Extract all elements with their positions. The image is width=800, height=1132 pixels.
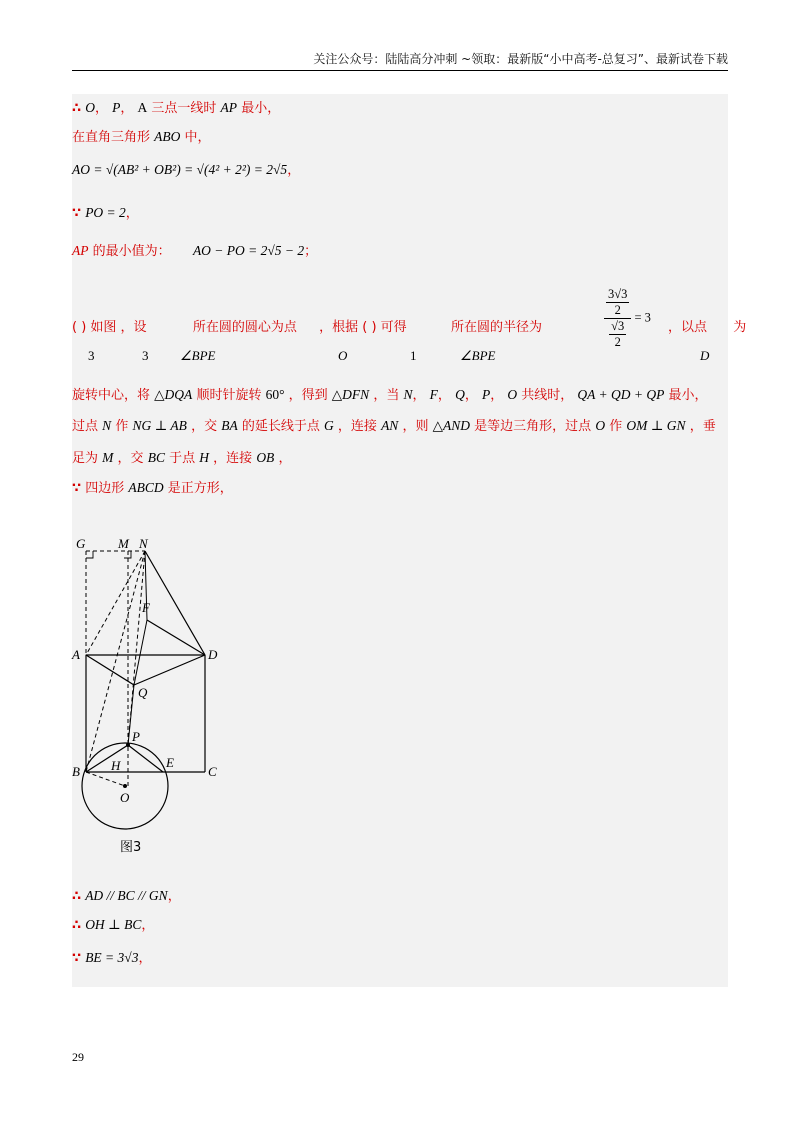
- math-A: A: [137, 100, 148, 115]
- label-P: P: [132, 729, 140, 744]
- segment-OB: [86, 772, 125, 786]
- therefore-symbol-2: ∴: [72, 889, 82, 904]
- frac-den-bot: 2: [614, 335, 621, 349]
- label-Q: Q: [138, 685, 148, 700]
- below-3b: 3: [142, 348, 149, 363]
- solution-line-6: [72, 318, 542, 338]
- text-collinear-when: 共线时，: [521, 388, 574, 403]
- math-M: M: [102, 450, 114, 465]
- text-connect2: ，连接: [213, 451, 253, 466]
- math-ABO: ABO: [154, 129, 181, 144]
- segment-NA: [86, 551, 145, 655]
- math-P: P: [112, 100, 121, 115]
- math-AN: AN: [381, 418, 399, 433]
- math-O3: O: [595, 418, 606, 433]
- text-as: 为: [733, 320, 747, 335]
- math-OB: OB: [256, 450, 275, 465]
- label-F: F: [142, 600, 150, 615]
- below-angle-bpe-1: ∠BPE: [180, 348, 216, 363]
- solution-line-9: [72, 448, 291, 469]
- text-foot: ，垂: [689, 419, 716, 434]
- text-intersect: ，交: [191, 419, 218, 434]
- label-C: C: [208, 764, 217, 779]
- math-O2: O: [507, 387, 518, 402]
- solution-line-1: ∴ O， P， A 三点一线时 AP 最小，: [72, 100, 281, 116]
- text-equilateral: 是等边三角形，过点: [474, 419, 592, 434]
- therefore-symbol: ∴: [72, 101, 82, 116]
- math-P2: P: [481, 387, 491, 402]
- formula-parallel: AD // BC // GN: [85, 888, 168, 903]
- solution-line-5: AP 的最小值为： AO − PO = 2√5 − 2；: [72, 243, 318, 259]
- math-tri-AND: △AND: [432, 418, 471, 433]
- text-with-point: ，以点: [668, 320, 708, 335]
- segment-FD: [147, 620, 205, 655]
- text-at-point: 于点: [169, 451, 196, 466]
- text-min2: 最小，: [668, 388, 708, 403]
- figure-caption: 图3: [120, 840, 142, 855]
- label-G: G: [76, 536, 86, 551]
- math-tri-DFN: △DFN: [331, 387, 370, 402]
- solution-line-2: [72, 127, 211, 148]
- below-D: D: [700, 348, 710, 363]
- text-circle-center: 所在圆的圆心为点: [192, 320, 297, 335]
- page-number: 29: [72, 1050, 84, 1064]
- text-draw: 作: [115, 419, 129, 434]
- math-F: F: [429, 387, 438, 402]
- text-get: ，得到: [288, 388, 328, 403]
- text-rotation-center: 旋转中心，将: [72, 388, 151, 403]
- text-clockwise: 顺时针旋转: [196, 388, 262, 403]
- frac-num-top: 3√3: [608, 287, 628, 301]
- solution-line-7: 旋转中心，将 △DQA 顺时针旋转 60° ，得到 △DFN ，当 N， F， Q， P， O 共线时， QA + QD + QP 最小，: [72, 387, 708, 403]
- text-draw2: 作: [609, 419, 623, 434]
- text-part3-intro: ( ) 如图 ，设: [72, 320, 147, 335]
- math-G: G: [324, 418, 334, 433]
- text-then: ，则: [402, 419, 429, 434]
- text-comma: ，: [278, 451, 292, 466]
- text-intersect2: ，交: [117, 451, 144, 466]
- math-sum: QA + QD + QP: [577, 387, 665, 402]
- label-A: A: [72, 647, 80, 662]
- math-H: H: [199, 450, 210, 465]
- math-AP: AP: [220, 100, 238, 115]
- solution-line-8: [72, 416, 716, 437]
- radius-fraction: [604, 287, 651, 350]
- because-symbol: ∵: [72, 206, 82, 221]
- label-O: O: [120, 790, 130, 805]
- text-in: 中，: [184, 130, 211, 145]
- therefore-symbol-3: ∴: [72, 918, 82, 933]
- text-connect: ，连接: [337, 419, 377, 434]
- segment-QD: [134, 655, 205, 685]
- below-1: 1: [410, 348, 417, 363]
- math-AP-red: AP: [72, 243, 89, 258]
- solution-line-12: ∴ OH ⊥ BC，: [72, 917, 155, 933]
- formula-BE: BE = 3√3: [85, 950, 139, 965]
- text-collinear: 三点一线时: [151, 101, 217, 116]
- text-when: ，当: [373, 388, 400, 403]
- formula-OH-perp-BC: OH ⊥ BC: [85, 917, 142, 932]
- math-OM-perp-GN: OM ⊥ GN: [626, 418, 686, 433]
- frac-den-top: √3: [611, 319, 625, 333]
- frac-num-bot: 2: [614, 303, 621, 317]
- solution-line-3: AO = √(AB² + OB²) = √(4² + 2²) = 2√5，: [72, 162, 301, 178]
- formula-AO: AO = √(AB² + OB²) = √(4² + 2²) = 2√5: [72, 162, 288, 177]
- text-radius: 所在圆的半径为: [450, 320, 542, 335]
- solution-line-13: ∵ BE = 3√3，: [72, 950, 152, 966]
- math-BC: BC: [147, 450, 165, 465]
- below-3a: 3: [88, 348, 95, 363]
- text-square: 是正方形，: [167, 481, 233, 496]
- text-right-triangle: 在直角三角形: [72, 130, 151, 145]
- point-P: [126, 743, 130, 747]
- because-symbol-2: ∵: [72, 481, 82, 496]
- solution-line-4: ∵ PO = 2，: [72, 205, 139, 221]
- label-B: B: [72, 764, 80, 779]
- label-E: E: [166, 755, 174, 770]
- math-O: O: [85, 100, 95, 115]
- solution-line-11: ∴ AD // BC // GN，: [72, 888, 181, 904]
- page-header: 关注公众号：陆陆高分冲刺 ~领取：最新版“小中高考-总复习”、最新试卷下载: [72, 50, 728, 71]
- formula-min-value: AO − PO = 2√5 − 2: [192, 243, 305, 258]
- text-quadrilateral: 四边形: [85, 481, 125, 496]
- math-tri-DQA: △DQA: [154, 387, 193, 402]
- math-NG-perp-AB: NG ⊥ AB: [132, 418, 187, 433]
- because-symbol-3: ∵: [72, 951, 82, 966]
- label-M: M: [118, 536, 129, 551]
- frac-equals: = 3: [634, 310, 651, 325]
- geometry-figure: [60, 525, 240, 835]
- below-angle-bpe-2: ∠BPE: [460, 348, 496, 363]
- solution-line-10: [72, 478, 233, 499]
- text-min: 最小，: [241, 101, 281, 116]
- math-60deg: 60°: [265, 387, 285, 402]
- text-foot-is: 足为: [72, 451, 99, 466]
- text-through-point: 过点: [72, 419, 99, 434]
- text-according: ，根据 ( ) 可得: [319, 320, 407, 335]
- text-extension: 的延长线于点: [241, 419, 320, 434]
- label-H: H: [111, 758, 121, 773]
- label-D: D: [208, 647, 218, 662]
- label-N: N: [139, 536, 148, 551]
- math-ABCD: ABCD: [128, 480, 164, 495]
- segment-ND: [145, 551, 205, 655]
- below-O: O: [338, 348, 348, 363]
- text-min-value: 的最小值为：: [92, 244, 171, 259]
- math-N: N: [403, 387, 413, 402]
- right-angle-G: [86, 551, 93, 558]
- point-O: [123, 784, 127, 788]
- solution-line-6-tail: [668, 318, 746, 338]
- math-N2: N: [102, 418, 112, 433]
- formula-PO: PO = 2: [85, 205, 126, 220]
- math-Q: Q: [455, 387, 465, 402]
- math-BA: BA: [221, 418, 238, 433]
